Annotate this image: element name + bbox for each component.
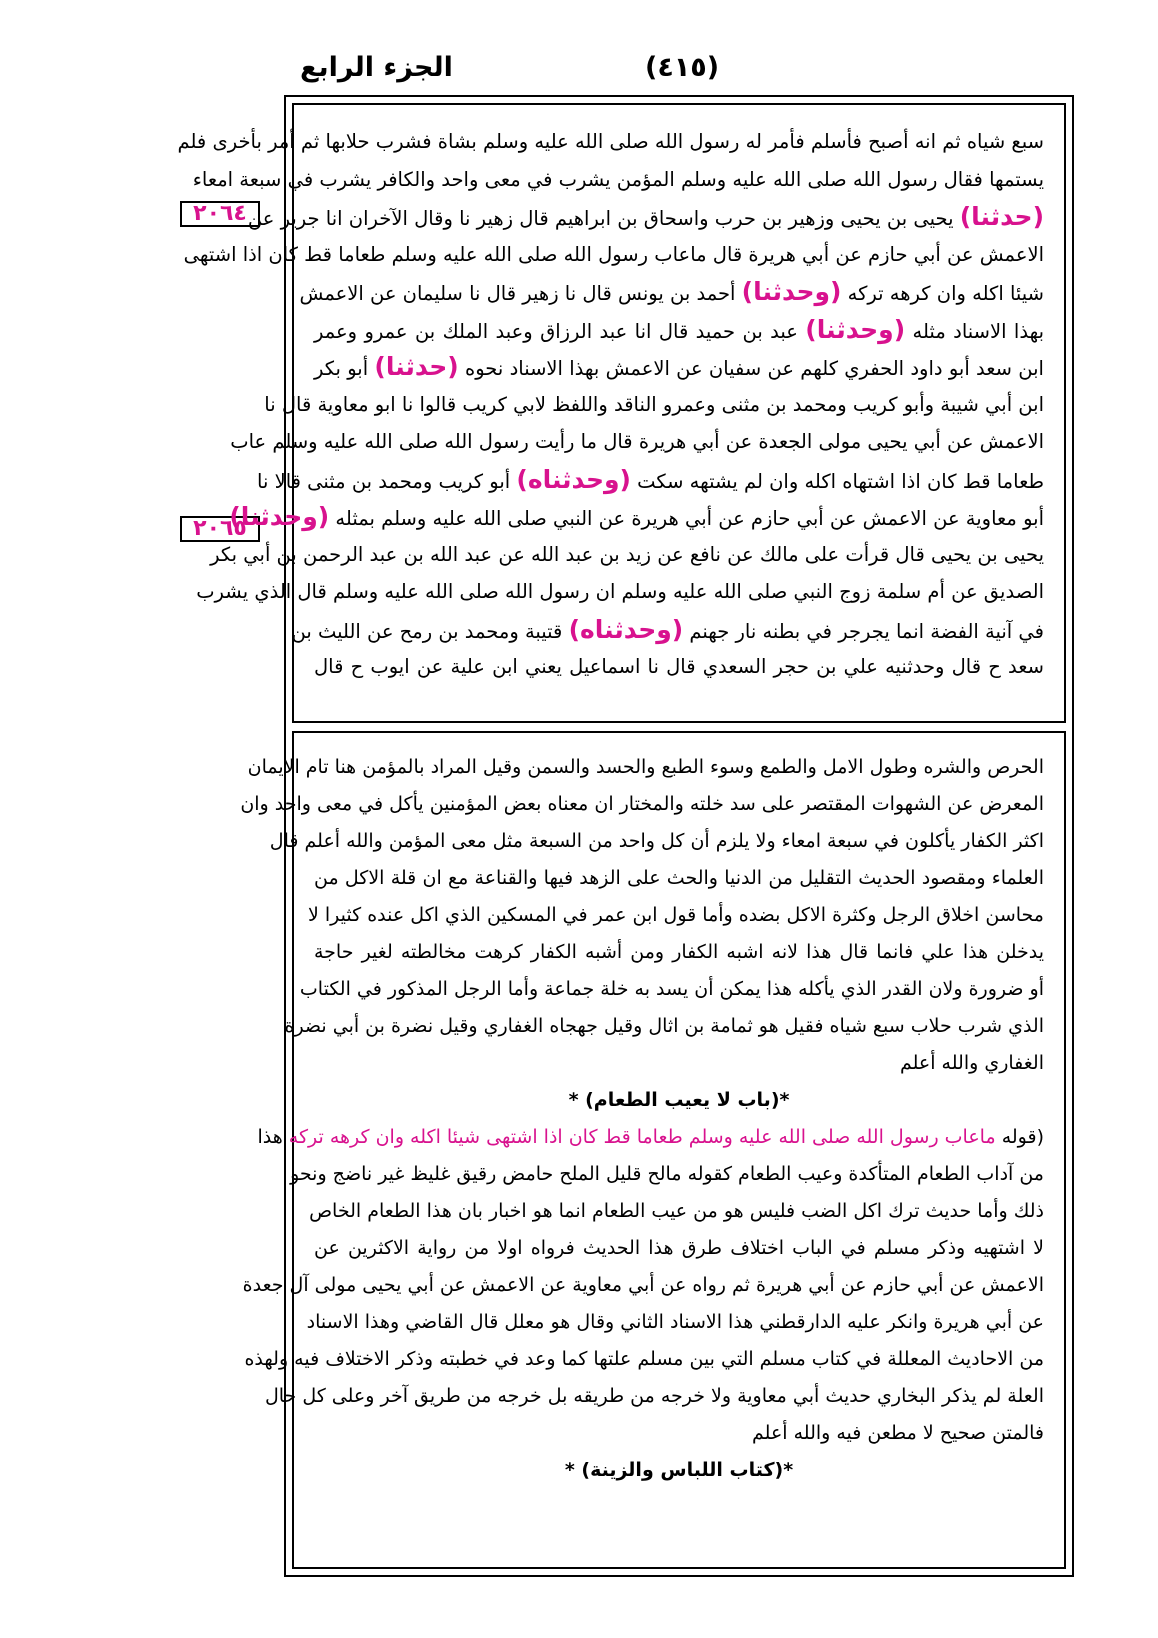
text-line: الاعمش عن أبي حازم عن أبي هريرة ثم رواه عن أبي معاوية عن الاعمش عن أبي يحيى مولى آل جعدة (242, 1274, 1044, 1296)
volume-title: الجزء الرابع (300, 52, 453, 83)
text-line: العلماء ومقصود الحديث التقليل من الدنيا والحث على الزهد فيها والقناعة مع ان قلة الاكل من (314, 867, 1044, 889)
text-line: (حدثنا) يحيى بن يحيى وزهير بن حرب واسحاق بن ابراهيم قال زهير نا وقال الآخران انا جرير عن (247, 202, 1044, 231)
book-heading: *(كتاب اللباس والزينة) * (564, 1459, 794, 1481)
isnad-marker: (وحدثناه) (516, 464, 631, 494)
text-line: يستمها فقال رسول الله صلى الله عليه وسلم المؤمن يشرب في معى واحد والكافر يشرب في سبعة امعاء (192, 167, 1044, 191)
commentary-lemma-line (257, 1119, 1044, 1156)
text-line: لا اشتهيه وذكر مسلم في الباب اختلاف طرق هذا الحديث فرواه اولا من رواية الاكثرين عن (314, 1237, 1044, 1259)
page-number: (٤١٥) (645, 52, 720, 83)
text-line: من آداب الطعام المتأكدة وعيب الطعام كقوله مالح قليل الملح حامض رقيق غليظ غير ناضج ونحو (290, 1163, 1044, 1185)
text-line: سبع شياه ثم انه أصبح فأسلم فأمر له رسول الله صلى الله عليه وسلم بشاة فشرب حلابها ثم أمر بأخرى فلم (177, 130, 1044, 153)
isnad-marker: (حدثنا) (959, 202, 1044, 231)
lemma-continuation: هذا (257, 1126, 283, 1148)
text-line: ذلك وأما حديث ترك اكل الضب فليس هو من عيب الطعام انما هو اخبار بان هذا الطعام الخاص (309, 1200, 1044, 1222)
hadith-number: ٢٠٦٥ (180, 516, 260, 542)
hadith-number: ٢٠٦٤ (180, 201, 260, 227)
text-line: شيئا اكله وان كرهه تركه (وحدثنا) أحمد بن يونس قال نا زهير قال نا سليمان عن الاعمش (299, 277, 1044, 306)
text-line: المعرض عن الشهوات المقتصر على سد خلته والمختار ان معناه بعض المؤمنين يأكل في معى واحد وان (240, 793, 1044, 815)
text-line: عن أبي هريرة وانكر عليه الدارقطني هذا الاسناد الثاني وقال هو معلل قال القاضي وهذا الاسناد (306, 1311, 1044, 1333)
isnad-marker: (وحدثناه) (568, 614, 684, 644)
isnad-marker: (وحدثنا) (805, 314, 906, 344)
text-line: الحرص والشره وطول الامل والطمع وسوء الطبع والحسد والسمن وقيل المراد بالمؤمن هنا تام الايمان (247, 756, 1044, 778)
text-line: سعد ح قال وحدثنيه علي بن حجر السعدي قال نا اسماعيل يعني ابن علية عن ايوب ح قال (314, 655, 1044, 678)
text-line: أبو معاوية عن الاعمش عن أبي حازم عن أبي هريرة عن النبي صلى الله عليه وسلم بمثله (وحدثنا) (229, 502, 1044, 531)
text-line: الغفاري والله أعلم (899, 1052, 1044, 1074)
text-line: الذي شرب حلاب سبع شياه فقيل هو ثمامة بن اثال وقيل جهجاه الغفاري وقيل نضرة بن أبي نضرة (284, 1015, 1044, 1037)
text-line: اكثر الكفار يأكلون في سبعة امعاء ولا يلزم أن كل واحد من السبعة مثل معى المؤمن والله أعلم قال (269, 830, 1044, 852)
lemma-quote: ماعاب رسول الله صلى الله عليه وسلم طعاما قط كان اذا اشتهى شيئا اكله وان كرهه تركه (288, 1126, 996, 1148)
isnad-marker: (وحدثنا) (229, 502, 330, 531)
isnad-marker: (وحدثنا) (741, 277, 842, 306)
chapter-heading: *(باب لا يعيب الطعام) * (568, 1089, 790, 1111)
text-line: أو ضرورة ولان القدر الذي يأكله هذا يمكن أن يسد به خلة جماعة وأما الرجل المذكور في الكتاب (299, 978, 1044, 1000)
text-line: يدخلن هذا علي فانما قال هذا لانه اشبه الكفار ومن أشبه الكفار كرهت مخالطته لغير حاجة (314, 941, 1044, 963)
lemma-open: (قوله (1001, 1126, 1044, 1148)
text-line: من الاحاديث المعللة في كتاب مسلم التي بين مسلم علتها كما وعد في خطبته وذكر الاختلاف فيه ولهذه (244, 1348, 1044, 1370)
commentary-box (240, 731, 1066, 1569)
text-line: الاعمش عن أبي يحيى مولى الجعدة عن أبي هريرة قال ما رأيت رسول الله صلى الله عليه وسلم عاب (230, 430, 1044, 453)
text-line: في آنية الفضة انما يجرجر في بطنه نار جهنم (وحدثناه) قتيبة ومحمد بن رمح عن الليث بن (291, 614, 1044, 644)
text-line: العلة لم يذكر البخاري حديث أبي معاوية ولا خرجه من طريقه بل خرجه من طريق آخر وعلى كل حال (264, 1385, 1044, 1407)
text-line: الاعمش عن أبي حازم عن أبي هريرة قال ماعاب رسول الله صلى الله عليه وسلم طعاما قط كان اذا اشتهى (183, 242, 1044, 266)
isnad-marker: (حدثنا) (374, 352, 459, 381)
text-line: الصديق عن أم سلمة زوج النبي صلى الله عليه وسلم ان رسول الله صلى الله عليه وسلم قال الذي يشرب (196, 580, 1044, 603)
text-line: بهذا الاسناد مثله (وحدثنا) عبد بن حميد قال انا عبد الرزاق وعبد الملك بن عمرو وعمر (314, 314, 1044, 344)
text-line: فالمتن صحيح لا مطعن فيه والله أعلم (752, 1422, 1044, 1444)
text-line: يحيى بن يحيى قال قرأت على مالك عن نافع عن زيد بن عبد الله عن عبد الله بن عبد الرحمن بن أبي بكر (210, 542, 1044, 566)
text-line: محاسن اخلاق الرجل وكثرة الاكل بضده وأما قول ابن عمر في المسكين الذي اكل عنده كثيرا لا (308, 904, 1044, 926)
text-line: ابن سعد أبو داود الحفري كلهم عن سفيان عن الاعمش بهذا الاسناد نحوه (حدثنا) أبو بكر (314, 352, 1044, 381)
text-line: ابن أبي شيبة وأبو كريب ومحمد بن مثنى وعمرو الناقد واللفظ لابي كريب قالوا نا ابو معاوية قال نا (264, 392, 1044, 416)
text-line: طعاما قط كان اذا اشتهاه اكله وان لم يشتهه سكت (وحدثناه) أبو كريب ومحمد بن مثنى قالا نا (257, 464, 1044, 494)
